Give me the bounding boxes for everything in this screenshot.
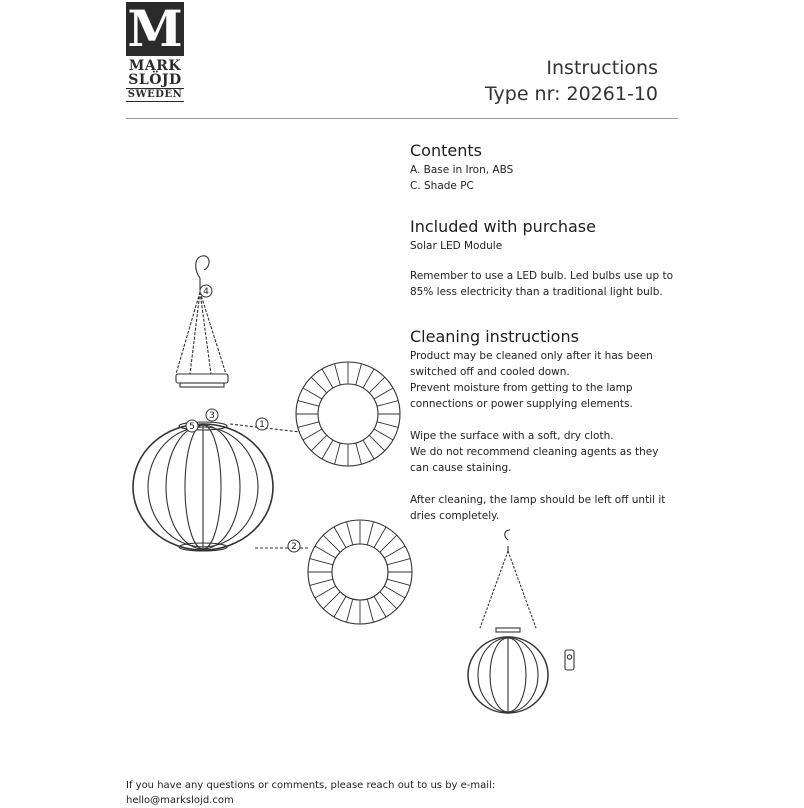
ring-spoke <box>367 599 373 622</box>
ring-spoke <box>377 401 398 407</box>
ring-spoke <box>335 443 341 464</box>
ring-spoke <box>310 579 333 585</box>
page-title: Instructions <box>546 57 658 79</box>
ring-spoke <box>363 369 374 388</box>
included-item: Solar LED Module <box>410 240 503 252</box>
cleaning-line: Product may be cleaned only after it has been <box>410 350 653 362</box>
ring-spoke <box>384 546 405 558</box>
ring-spoke <box>298 422 319 428</box>
remote-icon <box>565 650 574 670</box>
contents-heading: Contents <box>410 141 482 160</box>
callout-2-label: 2 <box>291 542 297 552</box>
footer-contact-text: If you have any questions or comments, please reach out to us by e-mail: <box>126 780 496 791</box>
ring-spoke <box>315 586 336 598</box>
ring-spoke <box>334 527 346 548</box>
ring-spoke <box>356 364 362 385</box>
ring-spoke <box>380 592 397 609</box>
ring-spoke <box>384 586 405 598</box>
logo-word-slojd: SLÖJD <box>128 72 182 88</box>
ring-spoke <box>298 401 319 407</box>
cleaning-line: Prevent moisture from getting to the lamp <box>410 382 633 394</box>
ring-spoke <box>311 435 327 451</box>
callout-5-label: 5 <box>189 422 195 432</box>
cleaning-line: connections or power supplying elements. <box>410 398 633 410</box>
logo-word-mark: MARK <box>128 58 182 74</box>
ring-spoke <box>311 377 327 393</box>
ring-spoke <box>356 443 362 464</box>
logo-mark: M <box>127 0 183 58</box>
ring-spoke <box>323 535 340 552</box>
cleaning-line: After cleaning, the lamp should be left off until it <box>410 494 666 506</box>
ring-spoke <box>335 364 341 385</box>
ring-spoke <box>374 527 386 548</box>
type-number: Type nr: 20261-10 <box>484 83 658 105</box>
ring-spoke <box>334 596 346 617</box>
ring-spoke <box>369 435 385 451</box>
logo-word-sweden: SWEDEN <box>127 89 183 100</box>
cleaning-line: switched off and cooled down. <box>410 366 570 378</box>
ring-spoke <box>374 429 393 440</box>
ring-spoke <box>322 440 333 459</box>
led-note-line1: Remember to use a LED bulb. Led bulbs use up to <box>410 270 673 282</box>
ring-spoke <box>347 522 353 545</box>
cleaning-line: dries completely. <box>410 510 500 522</box>
cleaning-heading: Cleaning instructions <box>410 327 579 346</box>
ring-spoke <box>387 559 410 565</box>
contents-item-a: A. Base in Iron, ABS <box>410 164 514 176</box>
ring-spoke <box>367 522 373 545</box>
ring-spoke <box>363 440 374 459</box>
ring-spoke <box>377 422 398 428</box>
ring-spoke <box>315 546 336 558</box>
ring-spoke <box>387 579 410 585</box>
ring-spoke <box>347 599 353 622</box>
ring-spoke <box>303 429 322 440</box>
callout-3-label: 3 <box>209 411 215 421</box>
ring-spoke <box>322 369 333 388</box>
ring-spoke <box>374 596 386 617</box>
ring-spoke <box>323 592 340 609</box>
ring-spoke <box>369 377 385 393</box>
included-heading: Included with purchase <box>410 217 596 236</box>
ring-spoke <box>374 388 393 399</box>
footer-email[interactable]: hello@markslojd.com <box>126 795 234 806</box>
lamp-top-plate <box>176 374 228 383</box>
ring-spoke <box>380 535 397 552</box>
hook-icon <box>196 256 209 278</box>
cleaning-line: Wipe the surface with a soft, dry cloth. <box>410 430 614 442</box>
cleaning-line: We do not recommend cleaning agents as they <box>410 446 659 458</box>
cleaning-line: can cause staining. <box>410 462 512 474</box>
callout-4-label: 4 <box>203 287 209 297</box>
ring-spoke <box>310 559 333 565</box>
assembled-lamp-illustration <box>468 530 574 713</box>
led-note-line2: 85% less electricity than a traditional light bulb. <box>410 286 663 298</box>
callout-1-label: 1 <box>259 420 265 430</box>
ring-spoke <box>303 388 322 399</box>
contents-item-c: C. Shade PC <box>410 180 474 192</box>
